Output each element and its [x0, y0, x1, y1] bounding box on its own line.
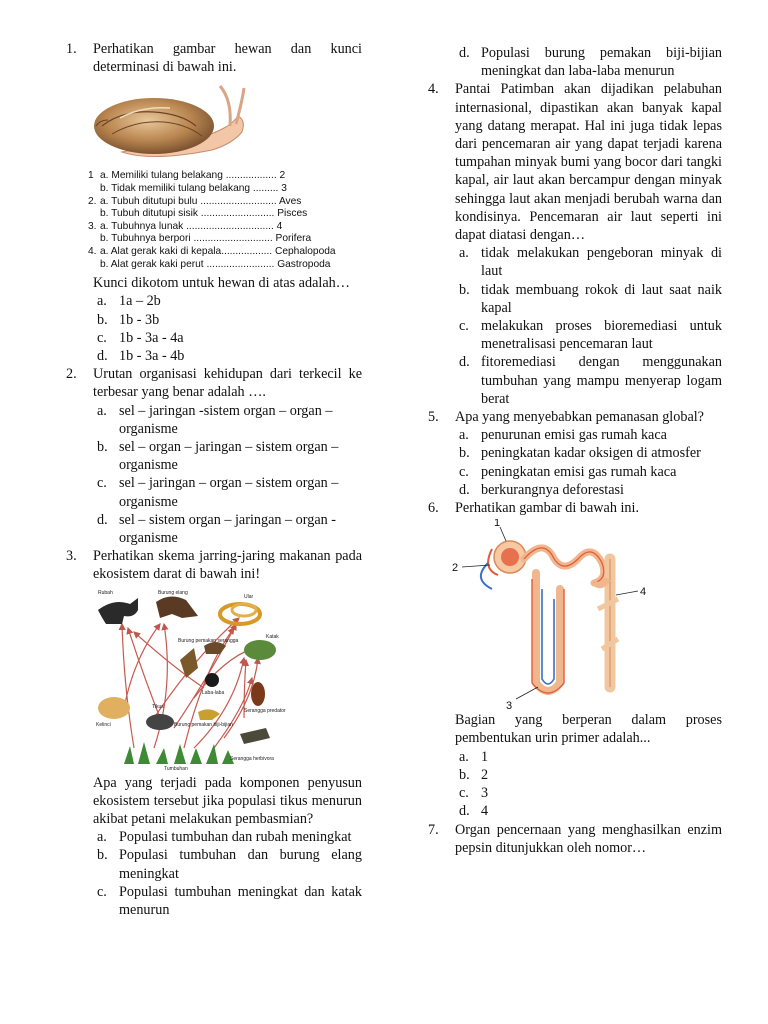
- option-b[interactable]: b. Populasi tumbuhan dan burung elang meningkat: [97, 847, 362, 882]
- key-row: 1 a. Memiliki tulang belakang .................. 2: [88, 170, 286, 182]
- question-5: 5. Apa yang menyebabkan pemanasan global?: [428, 408, 722, 426]
- option-a[interactable]: a. 1a – 2b: [97, 293, 161, 310]
- snail-illustration: [92, 80, 262, 168]
- label-ular: Ular: [244, 593, 254, 600]
- key-row: b. Tubuh ditutupi sisik .......................... Pisces: [100, 208, 308, 220]
- option-c[interactable]: c. 1b - 3a - 4a: [97, 329, 184, 346]
- options-q4: [428, 244, 722, 408]
- option-c[interactable]: c. sel – jaringan – organ – sistem organ – organisme: [97, 475, 339, 510]
- question-3-prompt: [66, 774, 362, 829]
- question-2: 2. Urutan organisasi kehidupan dari terkecil ke terbesar yang benar adalah ….: [66, 366, 362, 401]
- option-d[interactable]: d. 1b - 3a - 4b: [97, 347, 185, 364]
- prompt-text: Kunci dikotom untuk hewan di atas adalah…: [93, 275, 350, 292]
- question-text: Urutan organisasi kehidupan dari terkecil ke terbesar yang benar adalah ….: [93, 366, 362, 401]
- label-herbivora: Serangga herbivora: [230, 755, 274, 762]
- option-d[interactable]: d. berkurangnya deforestasi: [459, 481, 624, 498]
- determination-key: [88, 170, 364, 271]
- food-web-diagram: [94, 588, 308, 770]
- options-q3-continued: [428, 44, 722, 80]
- nephron-label-1: 1: [494, 519, 501, 530]
- key-row: 2. a. Tubuh ditutupi bulu ........................... Aves: [88, 195, 302, 207]
- label-elang: Burung elang: [158, 589, 188, 596]
- question-6-prompt: [428, 711, 722, 747]
- label-rubah: Rubah: [98, 589, 113, 596]
- question-text: Apa yang menyebabkan pemanasan global?: [455, 409, 704, 426]
- options-q5: [428, 426, 722, 499]
- prompt-text: Apa yang terjadi pada komponen penyusun ekosistem tersebut jika populasi tikus menurun akibat petani melakukan pembasmian?: [93, 774, 362, 828]
- question-text: Organ pencernaan yang menghasilkan enzim pepsin ditunjukkan oleh nomor…: [455, 821, 722, 856]
- question-text: Perhatikan gambar di bawah ini.: [455, 500, 639, 517]
- question-4: 4. Pantai Patimban akan dijadikan pelabuhan internasional, dipastikan akan banyak kapal yang datang merapat. Hal ini juga tidak lepas dari pencemaran air yang dapat terjadi karena tumpahan minyak bumi yang bocor dari tangki kapal, air laut akan bercampur dengan minyak sehingga laut akan menjadi berubah warna dan kondisinya. Pencemaran air laut seperti ini dapat diatasi dengan…: [428, 81, 722, 244]
- key-row: 4. a. Alat gerak kaki di kepala.................. Cephalopoda: [88, 245, 336, 257]
- label-laba: Laba-laba: [202, 689, 225, 696]
- label-tumbuhan: Tumbuhan: [164, 765, 188, 770]
- question-1-prompt: [66, 274, 362, 292]
- option-c[interactable]: c. peningkatan emisi gas rumah kaca: [459, 463, 677, 480]
- option-d[interactable]: d. fitoremediasi dengan menggunakan tumbuhan yang mampu menyerap logam berat: [459, 354, 722, 407]
- option-c[interactable]: c. 3: [459, 785, 489, 802]
- label-kelinci: Kelinci: [96, 721, 111, 728]
- option-a[interactable]: a. sel – jaringan -sistem organ – organ – organisme: [97, 402, 333, 437]
- key-row: b. Alat gerak kaki perut ........................ Gastropoda: [100, 258, 331, 270]
- label-predator: Serangga predator: [244, 707, 286, 714]
- label-tikus: Tikus: [152, 703, 164, 710]
- option-c[interactable]: c. Populasi tumbuhan meningkat dan katak menurun: [97, 883, 362, 919]
- nephron-diagram: [452, 519, 652, 711]
- option-a[interactable]: a. penurunan emisi gas rumah kaca: [459, 427, 667, 444]
- question-text: Perhatikan gambar hewan dan kunci determinasi di bawah ini.: [93, 41, 362, 76]
- nephron-label-2: 2: [452, 562, 459, 575]
- option-a[interactable]: a. tidak melakukan pengeboran minyak di laut: [459, 245, 722, 280]
- nephron-label-4: 4: [640, 586, 647, 599]
- left-column: [66, 40, 362, 919]
- option-d[interactable]: d. Populasi burung pemakan biji-bijian meningkat dan laba-laba menurun: [459, 45, 722, 80]
- question-6: 6. Perhatikan gambar di bawah ini.: [428, 499, 722, 517]
- question-text: Perhatikan skema jarring-jaring makanan pada ekosistem darat di bawah ini!: [93, 548, 362, 583]
- option-c[interactable]: c. melakukan proses bioremediasi untuk menetralisasi pencemaran laut: [459, 318, 722, 353]
- options-q6: [428, 748, 722, 821]
- prompt-text: Bagian yang berperan dalam proses pembentukan urin primer adalah...: [455, 712, 722, 747]
- question-number: 1.: [66, 41, 77, 57]
- option-d[interactable]: d. sel – sistem organ – jaringan – organ - organisme: [97, 511, 336, 546]
- label-biji: Burung pemakan biji-bijian: [174, 721, 233, 728]
- question-1: [66, 40, 362, 76]
- key-row: b. Tubuhnya berpori ............................ Porifera: [100, 233, 312, 245]
- options-q3: [66, 828, 362, 919]
- options-q1: [66, 292, 362, 365]
- option-b[interactable]: b. sel – organ – jaringan – sistem organ – organisme: [97, 438, 339, 474]
- option-d[interactable]: d. 4: [459, 803, 489, 820]
- option-b[interactable]: b. 2: [459, 766, 489, 783]
- option-b[interactable]: b. peningkatan kadar oksigen di atmosfer: [459, 445, 701, 462]
- option-b[interactable]: b. tidak membuang rokok di laut saat naik kapal: [459, 281, 722, 316]
- right-column: [428, 44, 722, 857]
- question-7: 7. Organ pencernaan yang menghasilkan enzim pepsin ditunjukkan oleh nomor…: [428, 821, 722, 856]
- option-a[interactable]: a. Populasi tumbuhan dan rubah meningkat: [97, 829, 352, 846]
- question-text: Pantai Patimban akan dijadikan pelabuhan internasional, dipastikan akan banyak kapal yang datang merapat. Hal ini juga tidak lepas dari pencemaran air yang dapat terjadi karena tumpahan minyak bumi yang bocor dari tangki kapal, air laut akan bercampur dengan minyak sehingga laut akan menjadi berubah warna dan kondisinya. Pencemaran air laut seperti ini dapat diatasi dengan…: [455, 81, 722, 244]
- label-pemakan-serangga: Burung pemakan serangga: [178, 637, 239, 644]
- option-a[interactable]: a. 1: [459, 748, 489, 765]
- label-katak: Katak: [266, 633, 279, 640]
- key-row: 3. a. Tubuhnya lunak ............................... 4: [88, 220, 283, 232]
- question-3: 3. Perhatikan skema jarring-jaring makanan pada ekosistem darat di bawah ini!: [66, 548, 362, 583]
- key-row: b. Tidak memiliki tulang belakang ......... 3: [100, 183, 287, 194]
- option-b[interactable]: b. 1b - 3b: [97, 311, 160, 328]
- nephron-label-3: 3: [506, 700, 513, 712]
- options-q2: [66, 402, 362, 548]
